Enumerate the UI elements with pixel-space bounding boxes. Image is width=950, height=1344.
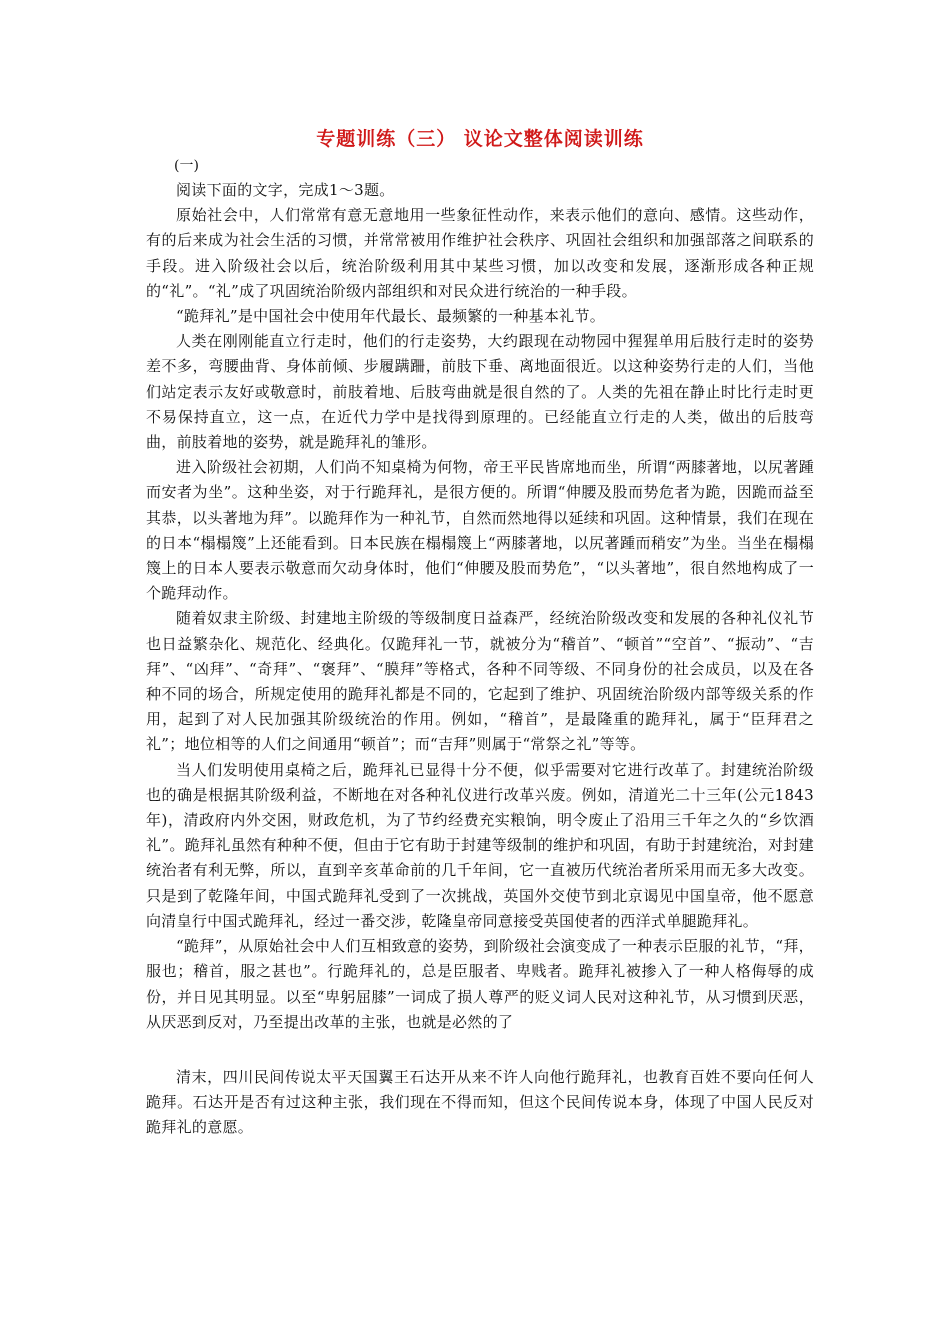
section-label: (一) [174, 158, 199, 174]
document-title: 专题训练（三） 议论文整体阅读训练 [316, 128, 644, 150]
paragraph-gap [146, 1035, 814, 1065]
paragraph: 当人们发明使用桌椅之后，跪拜礼已显得十分不便，似乎需要对它进行改革了。封建统治阶级也的确是根据其阶级利益，不断地在对各种礼仪进行改革兴废。例如，清道光二十三年(公元1843年)，清政府内外交困，财政危机，为了节约经费充实粮饷，明令废止了沿用三千年之久的“乡饮酒礼”。跪拜礼虽然有种种不便，但由于它有助于封建等级制的维护和巩固，有助于封建统治，对封建统治者有利无弊，所以，直到辛亥革命前的几千年间，它一直被历代统治者所采用而无多大改变。只是到了乾隆年间，中国式跪拜礼受到了一次挑战，英国外交使节到北京谒见中国皇帝，他不愿意向清皇行中国式跪拜礼，经过一番交涉，乾隆皇帝同意接受英国使者的西洋式单腿跪拜礼。 [146, 760, 814, 930]
paragraph: 人类在刚刚能直立行走时，他们的行走姿势，大约跟现在动物园中猩猩单用后肢行走时的姿势差不多，弯腰曲背、身体前倾、步履蹒跚，前肢下垂、离地面很近。以这种姿势行走的人们，当他们站定表示友好或敬意时，前肢着地、后肢弯曲就是很自然的了。人类的先祖在静止时比行走时更不易保持直立，这一点，在近代力学中是找得到原理的。已经能直立行走的人类，做出的后肢弯曲，前肢着地的姿势，就是跪拜礼的雏形。 [146, 332, 814, 452]
last-paragraph: 清末，四川民间传说太平天国翼王石达开从来不许人向他行跪拜礼，也教育百姓不要向任何人跪拜。石达开是否有过这种主张，我们现在不得而知，但这个民间传说本身，体现了中国人民反对跪拜礼的意愿。 [146, 1067, 814, 1137]
paragraph: 随着奴隶主阶级、封建地主阶级的等级制度日益森严，经统治阶级改变和发展的各种礼仪礼节也日益繁杂化、规范化、经典化。仅跪拜礼一节，就被分为“稽首”、“顿首”“空首”、“振动”、“吉拜”、“凶拜”、“奇拜”、“褒拜”、“膜拜”等格式，各种不同等级、不同身份的社会成员，以及在各种不同的场合，所规定使用的跪拜礼都是不同的，它起到了维护、巩固统治阶级内部等级关系的作用，起到了对人民加强其阶级统治的作用。例如，“稽首”，是最隆重的跪拜礼，属于“臣拜君之礼”；地位相等的人们之间通用“顿首”；而“吉拜”则属于“常祭之礼”等等。 [146, 609, 814, 754]
paragraph: 原始社会中，人们常常有意无意地用一些象征性动作，来表示他们的意向、感情。这些动作，有的后来成为社会生活的习惯，并常常被用作维护社会秩序、巩固社会组织和加强部落之间联系的手段。进入阶级社会以后，统治阶级利用其中某些习惯，加以改变和发展，逐渐形成各种正规的“礼”。“礼”成了巩固统治阶级内部组织和对民众进行统治的一种手段。 [146, 206, 814, 300]
paragraph: 进入阶级社会初期，人们尚不知桌椅为何物，帝王平民皆席地而坐，所谓“两膝著地，以尻著踵而安者为坐”。这种坐姿，对于行跪拜礼，是很方便的。所谓“伸腰及股而势危者为跪，因跪而益至其恭，以头著地为拜”。以跪拜作为一种礼节，自然而然地得以延续和巩固。这种情景，我们在现在的日本“榻榻篾”上还能看到。日本民族在榻榻篾上“两膝著地，以尻著踵而稍安”为坐。当坐在榻榻篾上的日本人要表示敬意而欠动身体时，他们“伸腰及股而势危”，“以头著地”，很自然地构成了一个跪拜动作。 [146, 458, 814, 603]
paragraph: “跪拜”，从原始社会中人们互相致意的姿势，到阶级社会演变成了一种表示臣服的礼节，“拜，服也；稽首，服之甚也”。行跪拜礼的，总是臣服者、卑贱者。跪拜礼被掺入了一种人格侮辱的成份，并日见其明显。以至“卑躬屈膝”一词成了损人尊严的贬义词人民对这种礼节，从习惯到厌恶，从厌恶到反对，乃至提出改革的主张，也就是必然的了 [146, 937, 814, 1031]
document-page [146, 124, 814, 1141]
paragraph: “跪拜礼”是中国社会中使用年代最长、最频繁的一种基本礼节。 [176, 307, 606, 326]
instruction-text: 阅读下面的文字，完成1～3题。 [176, 181, 395, 199]
